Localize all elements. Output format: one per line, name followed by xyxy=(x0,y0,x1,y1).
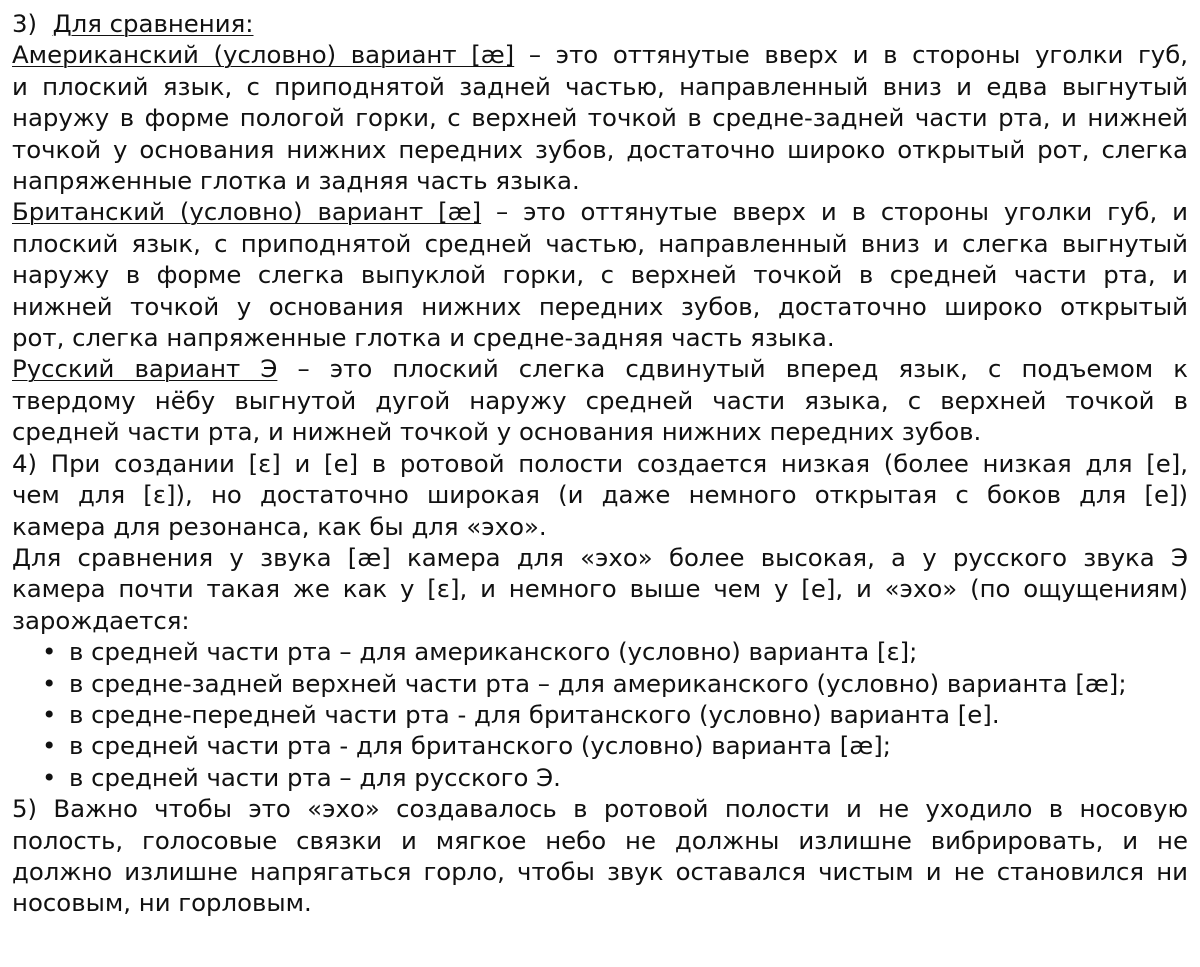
section-4-paragraph xyxy=(12,448,1188,542)
text-line: рот, слегка напряженные глотка и средне-задняя часть языка. xyxy=(12,323,835,353)
text-line: чем для [ɛ]), но достаточно широкая (и даже немного открытая с боков для [e]) xyxy=(12,480,1188,510)
text-line: Британский (условно) вариант [æ] – это оттянутые вверх и в стороны уголки губ, и xyxy=(12,197,1188,227)
text-line: твердому нёбу выгнутой дугой наружу средней части языка, с верхней точкой в xyxy=(12,385,1188,415)
text-line: средней части рта, и нижней точкой у основания нижних передних зубов. xyxy=(12,417,982,447)
british-variant-label: Британский (условно) вариант [æ] xyxy=(12,197,482,227)
bullet-icon: • xyxy=(42,762,57,792)
text-line: зарождается: xyxy=(12,605,190,635)
text-line: и плоский язык, с приподнятой задней частью, направленный вниз и едва выгнутый xyxy=(12,71,1188,101)
comparison-paragraph xyxy=(12,542,1188,636)
american-variant-paragraph xyxy=(12,39,1188,196)
document xyxy=(12,8,1188,919)
text-line: наружу в форме пологой горки, с верхней точкой в средне-задней части рта, и нижней xyxy=(12,103,1188,133)
section-number: 3) xyxy=(12,9,38,38)
list-item: • в средне-передней части рта - для британского (условно) варианта [e]. xyxy=(42,699,1000,729)
bullet-icon: • xyxy=(42,731,57,761)
text-line: нижней точкой у основания нижних передних зубов, достаточно широко открытый xyxy=(12,291,1188,321)
text-line: Для сравнения у звука [æ] камера для «эхо» более высокая, а у русского звука Э xyxy=(12,542,1188,572)
text-line: полость, голосовые связки и мягкое небо не должны излишне вибрировать, и не xyxy=(12,825,1188,855)
text-line: наружу в форме слегка выпуклой горки, с верхней точкой в средней части рта, и xyxy=(12,260,1188,290)
bullet-icon: • xyxy=(42,668,57,698)
russian-variant-label: Русский вариант Э xyxy=(12,354,278,384)
text-line: плоский язык, с приподнятой средней частью, направленный вниз и слегка выгнутый xyxy=(12,228,1188,258)
text-line: носовым, ни горловым. xyxy=(12,888,312,918)
text-line: Американский (условно) вариант [æ] – это оттянутые вверх и в стороны уголки губ, xyxy=(12,40,1188,70)
bullet-icon: • xyxy=(42,699,57,729)
text-line: точкой у основания нижних передних зубов, достаточно широко открытый рот, слегка xyxy=(12,134,1188,164)
text-line: 4) При создании [ɛ] и [e] в ротовой полости создается низкая (более низкая для [e], xyxy=(12,448,1188,478)
text-line: камера почти такая же как у [ɛ], и немного выше чем у [e], и «эхо» (по ощущениям) xyxy=(12,574,1188,604)
text-line: напряженные глотка и задняя часть языка. xyxy=(12,166,580,196)
text-line: камера для резонанса, как бы для «эхо». xyxy=(12,511,547,541)
american-variant-label: Американский (условно) вариант [æ] xyxy=(12,40,515,70)
text-line: 5) Важно чтобы это «эхо» создавалось в ротовой полости и не уходило в носовую xyxy=(12,794,1188,824)
bullet-list xyxy=(12,636,1188,793)
list-item: • в средней части рта – для русского Э. xyxy=(42,762,561,792)
text-line: должно излишне напрягаться горло, чтобы звук оставался чистым и не становился ни xyxy=(12,856,1188,886)
list-item: • в средне-задней верхней части рта – для американского (условно) варианта [æ]; xyxy=(42,668,1127,698)
bullet-icon: • xyxy=(42,637,57,667)
section-heading: Для сравнения: xyxy=(52,9,254,38)
list-item: • в средней части рта – для американского (условно) варианта [ɛ]; xyxy=(42,637,918,667)
list-item: • в средней части рта - для британского (условно) варианта [æ]; xyxy=(42,731,891,761)
text-line: Русский вариант Э – это плоский слегка сдвинутый вперед язык, с подъемом к xyxy=(12,354,1188,384)
russian-variant-paragraph xyxy=(12,353,1188,447)
section-3-heading xyxy=(12,8,1188,39)
british-variant-paragraph xyxy=(12,196,1188,353)
section-5-paragraph xyxy=(12,793,1188,919)
